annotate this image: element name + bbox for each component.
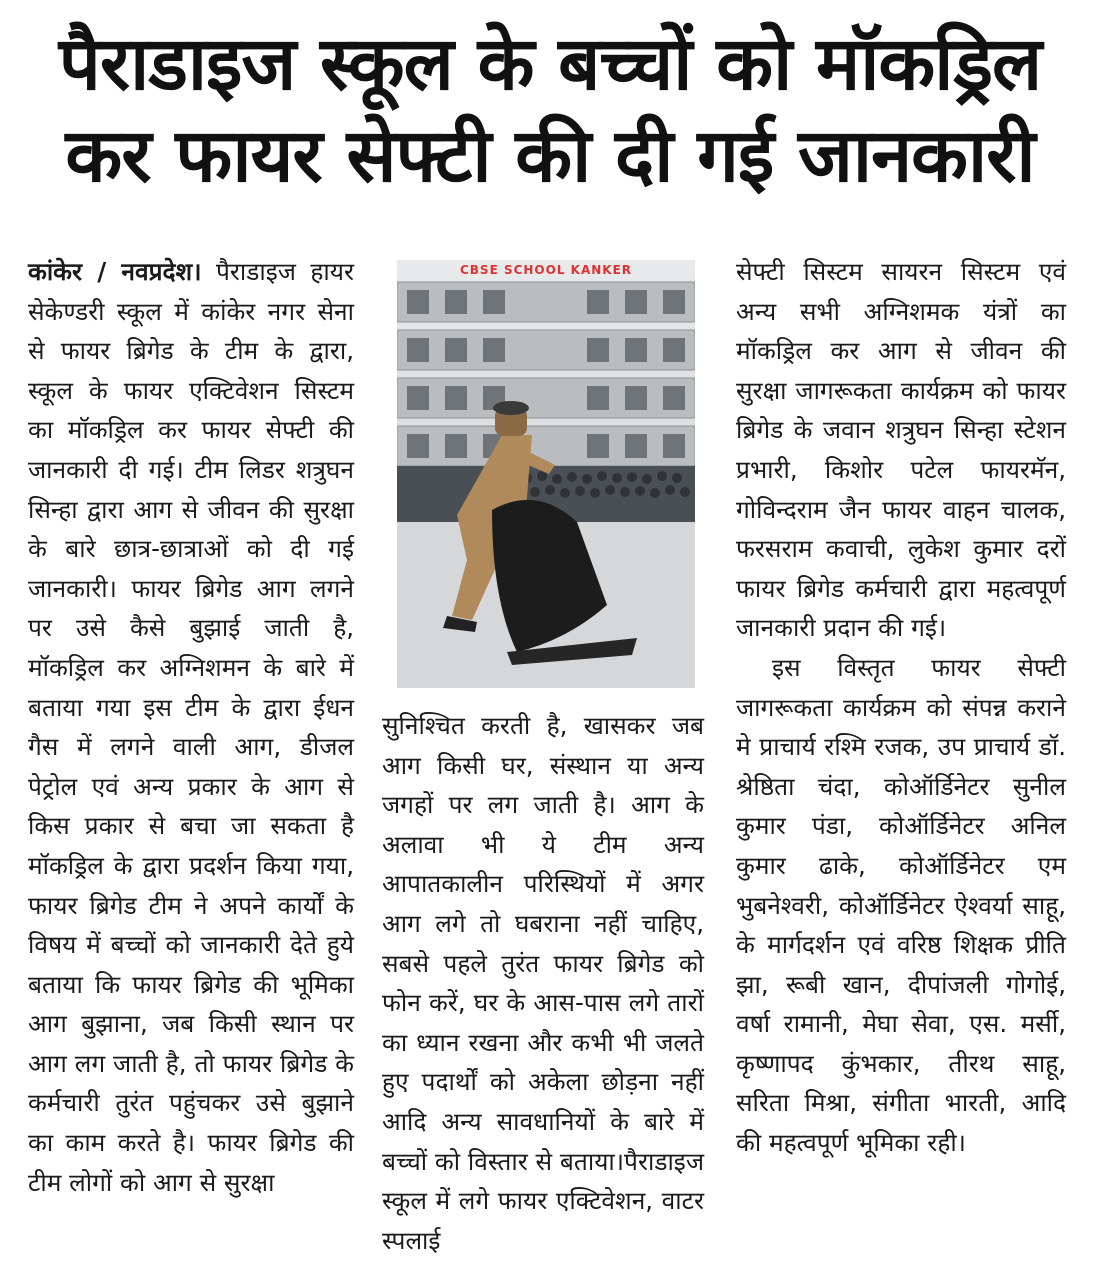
dateline: कांकेर / नवप्रदेश। [28,257,202,286]
article-column-1 [28,252,354,1272]
article-column-2 [382,706,704,1272]
photo-caption: CBSE SCHOOL KANKER [459,263,633,277]
headline [30,18,1070,202]
column-3-paragraph-1: सेफ्टी सिस्टम सायरन सिस्टम एवं अन्य सभी अग्निशमक यंत्रों का मॉकड्रिल कर आग से जीवन की सुरक्षा जागरूकता कार्यक्रम को फायर ब्रिगेड के जवान शत्रुघन सिन्हा स्टेशन प्रभारी, किशोर पटेल फायरमॅन, गोविन्दराम जैन फायर वाहन चालक, फरसराम कवाची, लुकेश कुमार दरों फायर ब्रिगेड कर्मचारी द्वारा महत्वपूर्ण जानकारी प्रदान की गई। [736,257,1066,643]
column-1-text: पैराडाइज हायर सेकेण्डरी स्कूल में कांकेर नगर सेना से फायर ब्रिगेड के टीम के द्वारा, स्कूल के फायर एक्टिवेशन सिस्टम का मॉकड्रिल कर फायर सेफ्टी की जानकारी दी गई। टीम लिडर शत्रुघन सिन्हा द्वारा आग से जीवन की सुरक्षा के बारे छात्र-छात्राओं को दी गई जानकारी। फायर ब्रिगेड आग लगने पर उसे कैसे बुझाई जाती है, मॉकड्रिल कर अग्निशमन के बारे में बताया गया इस टीम के द्वारा ईधन गैस में लगने वाली आग, डीजल पेट्रोल एवं अन्य प्रकार के आग से किस प्रकार से बचा जा सकता है मॉकड्रिल के द्वारा प्रदर्शन किया गया, फायर ब्रिगेड टीम ने अपने कार्यों के विषय में बच्चों को जानकारी देते हुये बताया कि फायर ब्रिगेड की भूमिका आग बुझाना, जब किसी स्थान पर आग लग जाती है, तो फायर ब्रिगेड के कर्मचारी तुरंत पहुंचकर उसे बुझाने का काम करते है। फायर ब्रिगेड की टीम लोगों को आग से सुरक्षा [28,257,354,1197]
headline-line-2: कर फायर सेफ्टी की दी गई जानकारी [65,113,1035,199]
firefighter-demo-image [397,260,695,688]
column-2-text: सुनिश्चित करती है, खासकर जब आग किसी घर, संस्थान या अन्य जगहों पर लग जाती है। आग के अलावा भी ये टीम अन्य आपातकालीन परिस्थियों में अगर आग लगे तो घबराना नहीं चाहिए, सबसे पहले तुरंत फायर ब्रिगेड को फोन करें, घर के आस-पास लगे तारों का ध्यान रखना और कभी भी जलते हुए पदार्थों को अकेला छोड़ना नहीं आदि अन्य सावधानियों के बारे में बच्चों को विस्तार से बताया।पैराडाइज स्कूल में लगे फायर एक्टिवेशन, वाटर स्पलाई [382,711,704,1255]
column-3-paragraph-2: इस विस्तृत फायर सेफ्टी जागरूकता कार्यक्रम को संपन्न कराने मे प्राचार्य रश्मि रजक, उप प्राचार्य डॉ. श्रेष्ठिता चंदा, कोऑर्डिनेटर सुनील कुमार पंडा, कोऑर्डिनेटर अनिल कुमार ढाके, कोऑर्डिनेटर एम भुबनेश्वरी, कोऑर्डिनेटर ऐश्वर्या साहू, के मार्गदर्शन एवं वरिष्ठ शिक्षक प्रीति झा, रूबी खान, दीपांजली गोगोई, वर्षा रामानी, मेघा सेवा, एस. मर्सी, कृष्णापद कुंभकार, तीरथ साहू, सरिता मिश्रा, संगीता भारती, आदि की महत्वपूर्ण भूमिका रही। [736,652,1066,1158]
headline-line-1: पैराडाइज स्कूल के बच्चों को मॉकड्रिल [58,21,1042,107]
article-paragraph [28,252,354,1202]
news-photo [397,260,695,688]
article-column-3 [736,252,1066,1272]
